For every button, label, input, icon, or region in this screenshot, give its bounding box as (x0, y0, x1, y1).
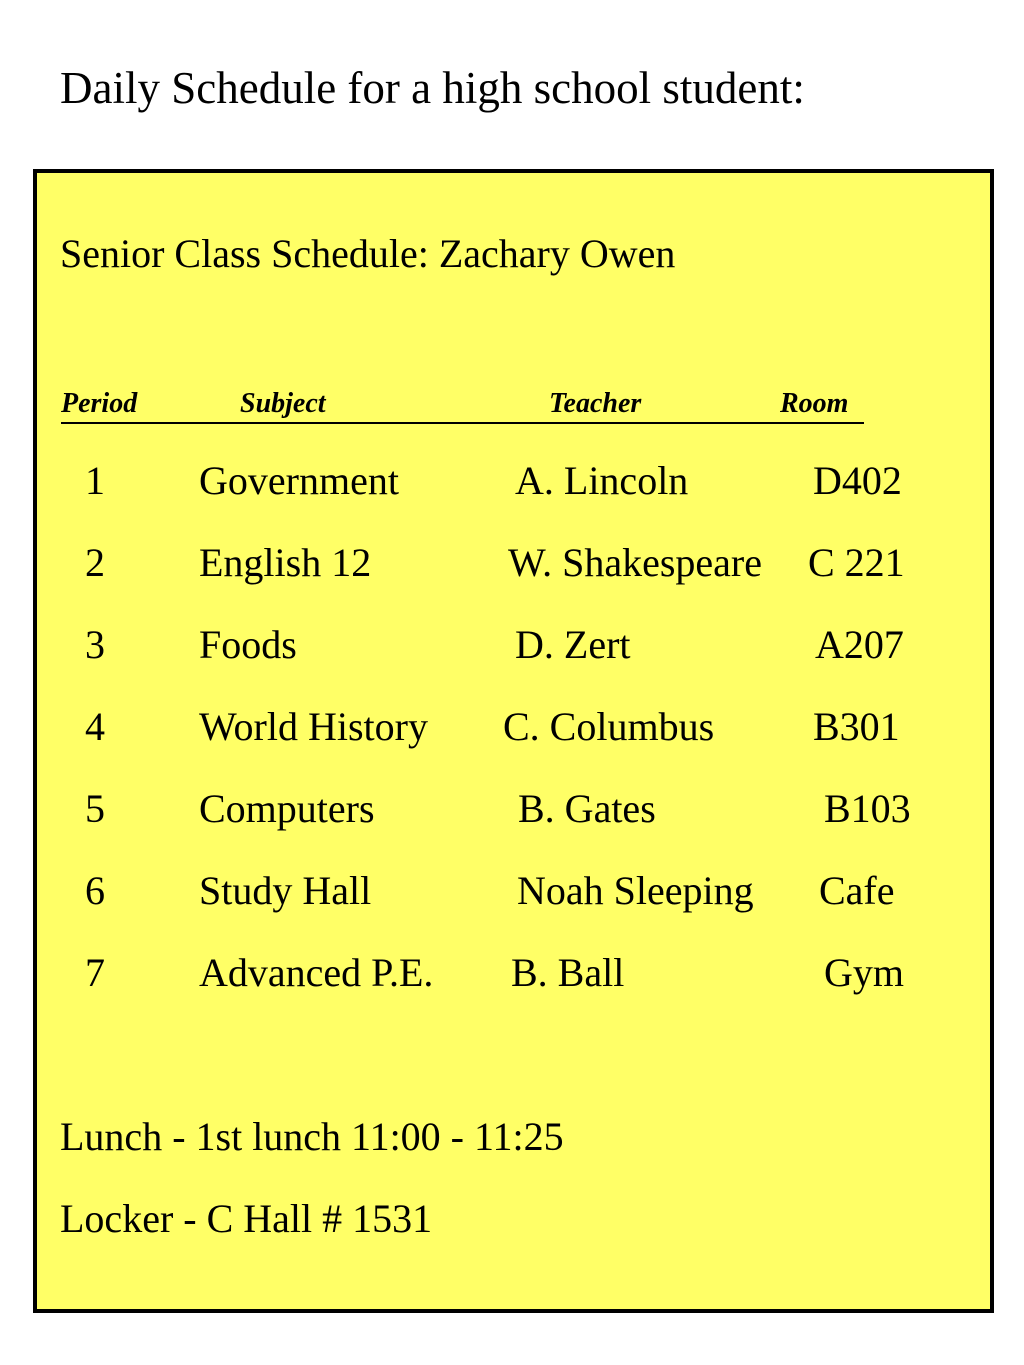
row-period: 4 (85, 704, 105, 749)
row-subject: Foods (199, 622, 297, 667)
row-teacher: C. Columbus (503, 704, 715, 749)
row-teacher: B. Gates (518, 786, 656, 831)
row-room: Gym (824, 950, 904, 995)
schedule-row (37, 456, 990, 506)
row-room: B301 (813, 704, 900, 749)
row-teacher: B. Ball (511, 950, 625, 995)
row-room: C 221 (808, 540, 905, 585)
row-period: 6 (85, 868, 105, 913)
row-period: 7 (85, 950, 105, 995)
row-room: D402 (813, 458, 902, 503)
schedule-card (33, 169, 994, 1313)
row-period: 2 (85, 540, 105, 585)
row-subject: Study Hall (199, 868, 372, 913)
row-subject: World History (199, 704, 428, 749)
row-subject: Government (199, 458, 399, 503)
row-subject: English 12 (199, 540, 372, 585)
row-period: 3 (85, 622, 105, 667)
schedule-row (37, 620, 990, 670)
row-period: 1 (85, 458, 105, 503)
row-room: Cafe (819, 868, 895, 913)
row-teacher: D. Zert (515, 622, 631, 667)
row-teacher: A. Lincoln (515, 458, 689, 503)
row-teacher: W. Shakespeare (508, 540, 762, 585)
locker-info: Locker - C Hall # 1531 (60, 1196, 433, 1241)
row-subject: Computers (199, 786, 375, 831)
row-room: B103 (824, 786, 911, 831)
schedule-row (37, 948, 990, 998)
page-title: Daily Schedule for a high school student: (60, 63, 805, 113)
header-room: Room (780, 388, 849, 419)
schedule-header-row (61, 386, 864, 424)
header-period: Period (61, 388, 138, 419)
schedule-row (37, 866, 990, 916)
header-teacher: Teacher (549, 388, 642, 419)
row-room: A207 (815, 622, 904, 667)
row-teacher: Noah Sleeping (517, 868, 754, 913)
schedule-row (37, 702, 990, 752)
row-subject: Advanced P.E. (199, 950, 434, 995)
header-subject: Subject (240, 388, 326, 419)
schedule-row (37, 538, 990, 588)
schedule-row (37, 784, 990, 834)
row-period: 5 (85, 786, 105, 831)
schedule-title: Senior Class Schedule: Zachary Owen (60, 231, 676, 276)
lunch-info: Lunch - 1st lunch 11:00 - 11:25 (60, 1114, 564, 1159)
